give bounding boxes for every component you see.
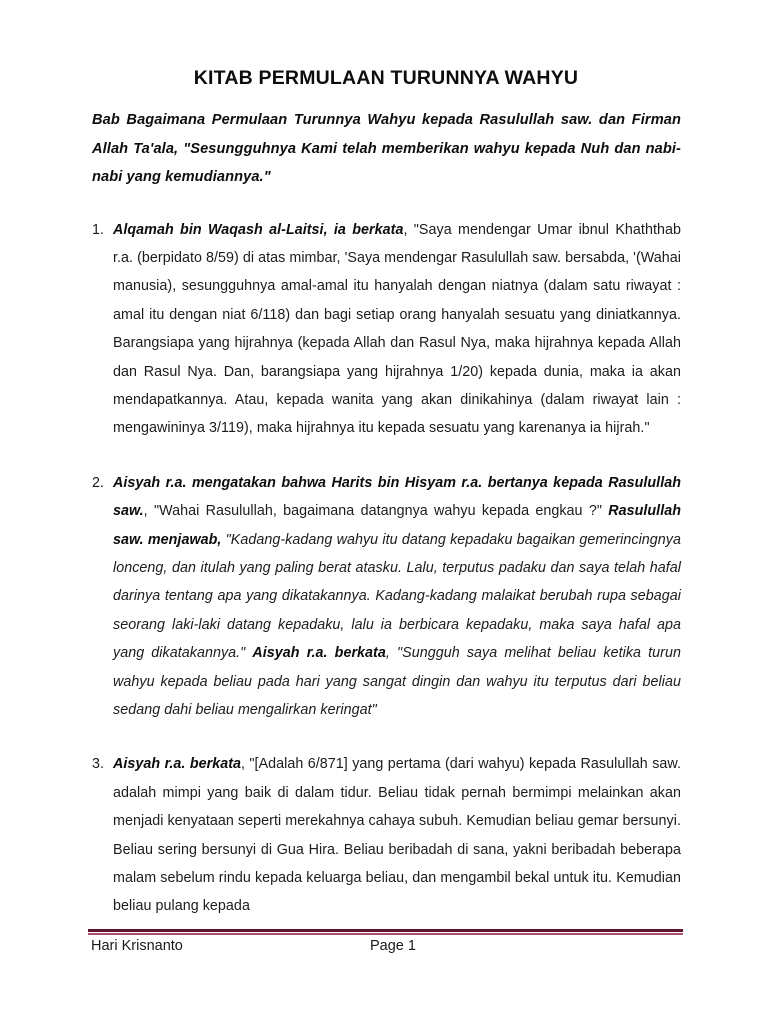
intro-paragraph: Bab Bagaimana Permulaan Turunnya Wahyu kepada Rasulullah saw. dan Firman Allah Ta'ala, "Sesungguhnya Kami telah memberikan wahyu kepada Nuh dan nabi-nabi yang kemudiannya." xyxy=(92,112,681,185)
hadith-text-segment: "Kadang-kadang wahyu itu datang kepadaku bagaikan gemerincingnya lonceng, dan itulah yang paling berat atasku. Lalu, terputus padaku dan saya telah hafal darinya tentang apa yang dikatakannya. Kadang-kadang malaikat berubah rupa sebagai seorang laki-laki datang kepadaku, lalu ia berbicara kepadaku, maka saya hafal apa yang dikatakannya." xyxy=(113,531,681,662)
hadith-item-number: 2. xyxy=(92,474,105,491)
footer-page-number: Page 1 xyxy=(370,938,416,954)
hadith-item xyxy=(92,750,681,920)
hadith-item-number: 1. xyxy=(92,221,105,238)
footer-divider-thin-bar xyxy=(88,933,683,935)
hadith-text-segment: Aisyah r.a. berkata xyxy=(113,756,242,773)
hadith-list xyxy=(92,216,681,921)
hadith-item xyxy=(92,469,681,725)
hadith-text-segment: , "Wahai Rasulullah, bagaimana datangnya wahyu kepada engkau ?" xyxy=(143,503,609,520)
hadith-text-segment: Rasulullah saw. menjawab, xyxy=(113,503,681,548)
hadith-text-segment: , "Sungguh saya melihat beliau ketika turun wahyu kepada beliau pada hari yang sangat dingin dan wahyu itu terputus dari beliau sedang dahi beliau mengalirkan keringat" xyxy=(113,645,681,718)
footer-author: Hari Krisnanto xyxy=(91,938,183,954)
footer-divider xyxy=(88,929,683,936)
hadith-item-number: 3. xyxy=(92,756,105,773)
hadith-text-segment: Aisyah r.a. berkata xyxy=(252,645,386,662)
hadith-text-segment: , "[Adalah 6/871] yang pertama (dari wahyu) kepada Rasulullah saw. adalah mimpi yang baik di dalam tidur. Beliau tidak pernah bermimpi melainkan akan menjadi kenyataan seperti merekahnya cahaya subuh. Kemudian beliau gemar bersunyi. Beliau sering bersunyi di Gua Hira. Beliau beribadah di sana, yakni beribadah beberapa malam sebelum rindu kepada keluarga beliau, dan mengambil bekal untuk itu. Kemudian beliau pulang kepada xyxy=(113,756,681,915)
hadith-item xyxy=(92,216,681,443)
document-body xyxy=(92,106,681,921)
page-footer xyxy=(88,938,684,960)
hadith-text-segment: Aisyah r.a. mengatakan bahwa Harits bin Hisyam r.a. bertanya kepada Rasulullah saw. xyxy=(113,474,681,520)
hadith-text-segment: , "Saya mendengar Umar ibnul Khaththab r.a. (berpidato 8/59) di atas mimbar, 'Saya mendengar Rasulullah saw. bersabda, '(Wahai manusia), sesungguhnya amal-amal itu hanyalah dengan niatnya (dalam satu riwayat : amal itu dengan niat 6/118) dan bagi setiap orang hanyalah sesuatu yang diniatkannya. Barangsiapa yang hijrahnya (kepada Allah dan Rasul Nya, maka hijrahnya kepada Allah dan Rasul Nya. Dan, barangsiapa yang hijrahnya 1/20) kepada dunia, maka ia akan mendapatkannya. Atau, kepada wanita yang akan dinikahinya (dalam riwayat lain : mengawininya 3/119), maka hijrahnya itu kepada sesuatu yang karenanya ia hijrah." xyxy=(113,221,681,437)
hadith-text-segment: Alqamah bin Waqash al-Laitsi, ia berkata xyxy=(113,221,404,238)
page-title: KITAB PERMULAAN TURUNNYA WAHYU xyxy=(193,67,579,90)
